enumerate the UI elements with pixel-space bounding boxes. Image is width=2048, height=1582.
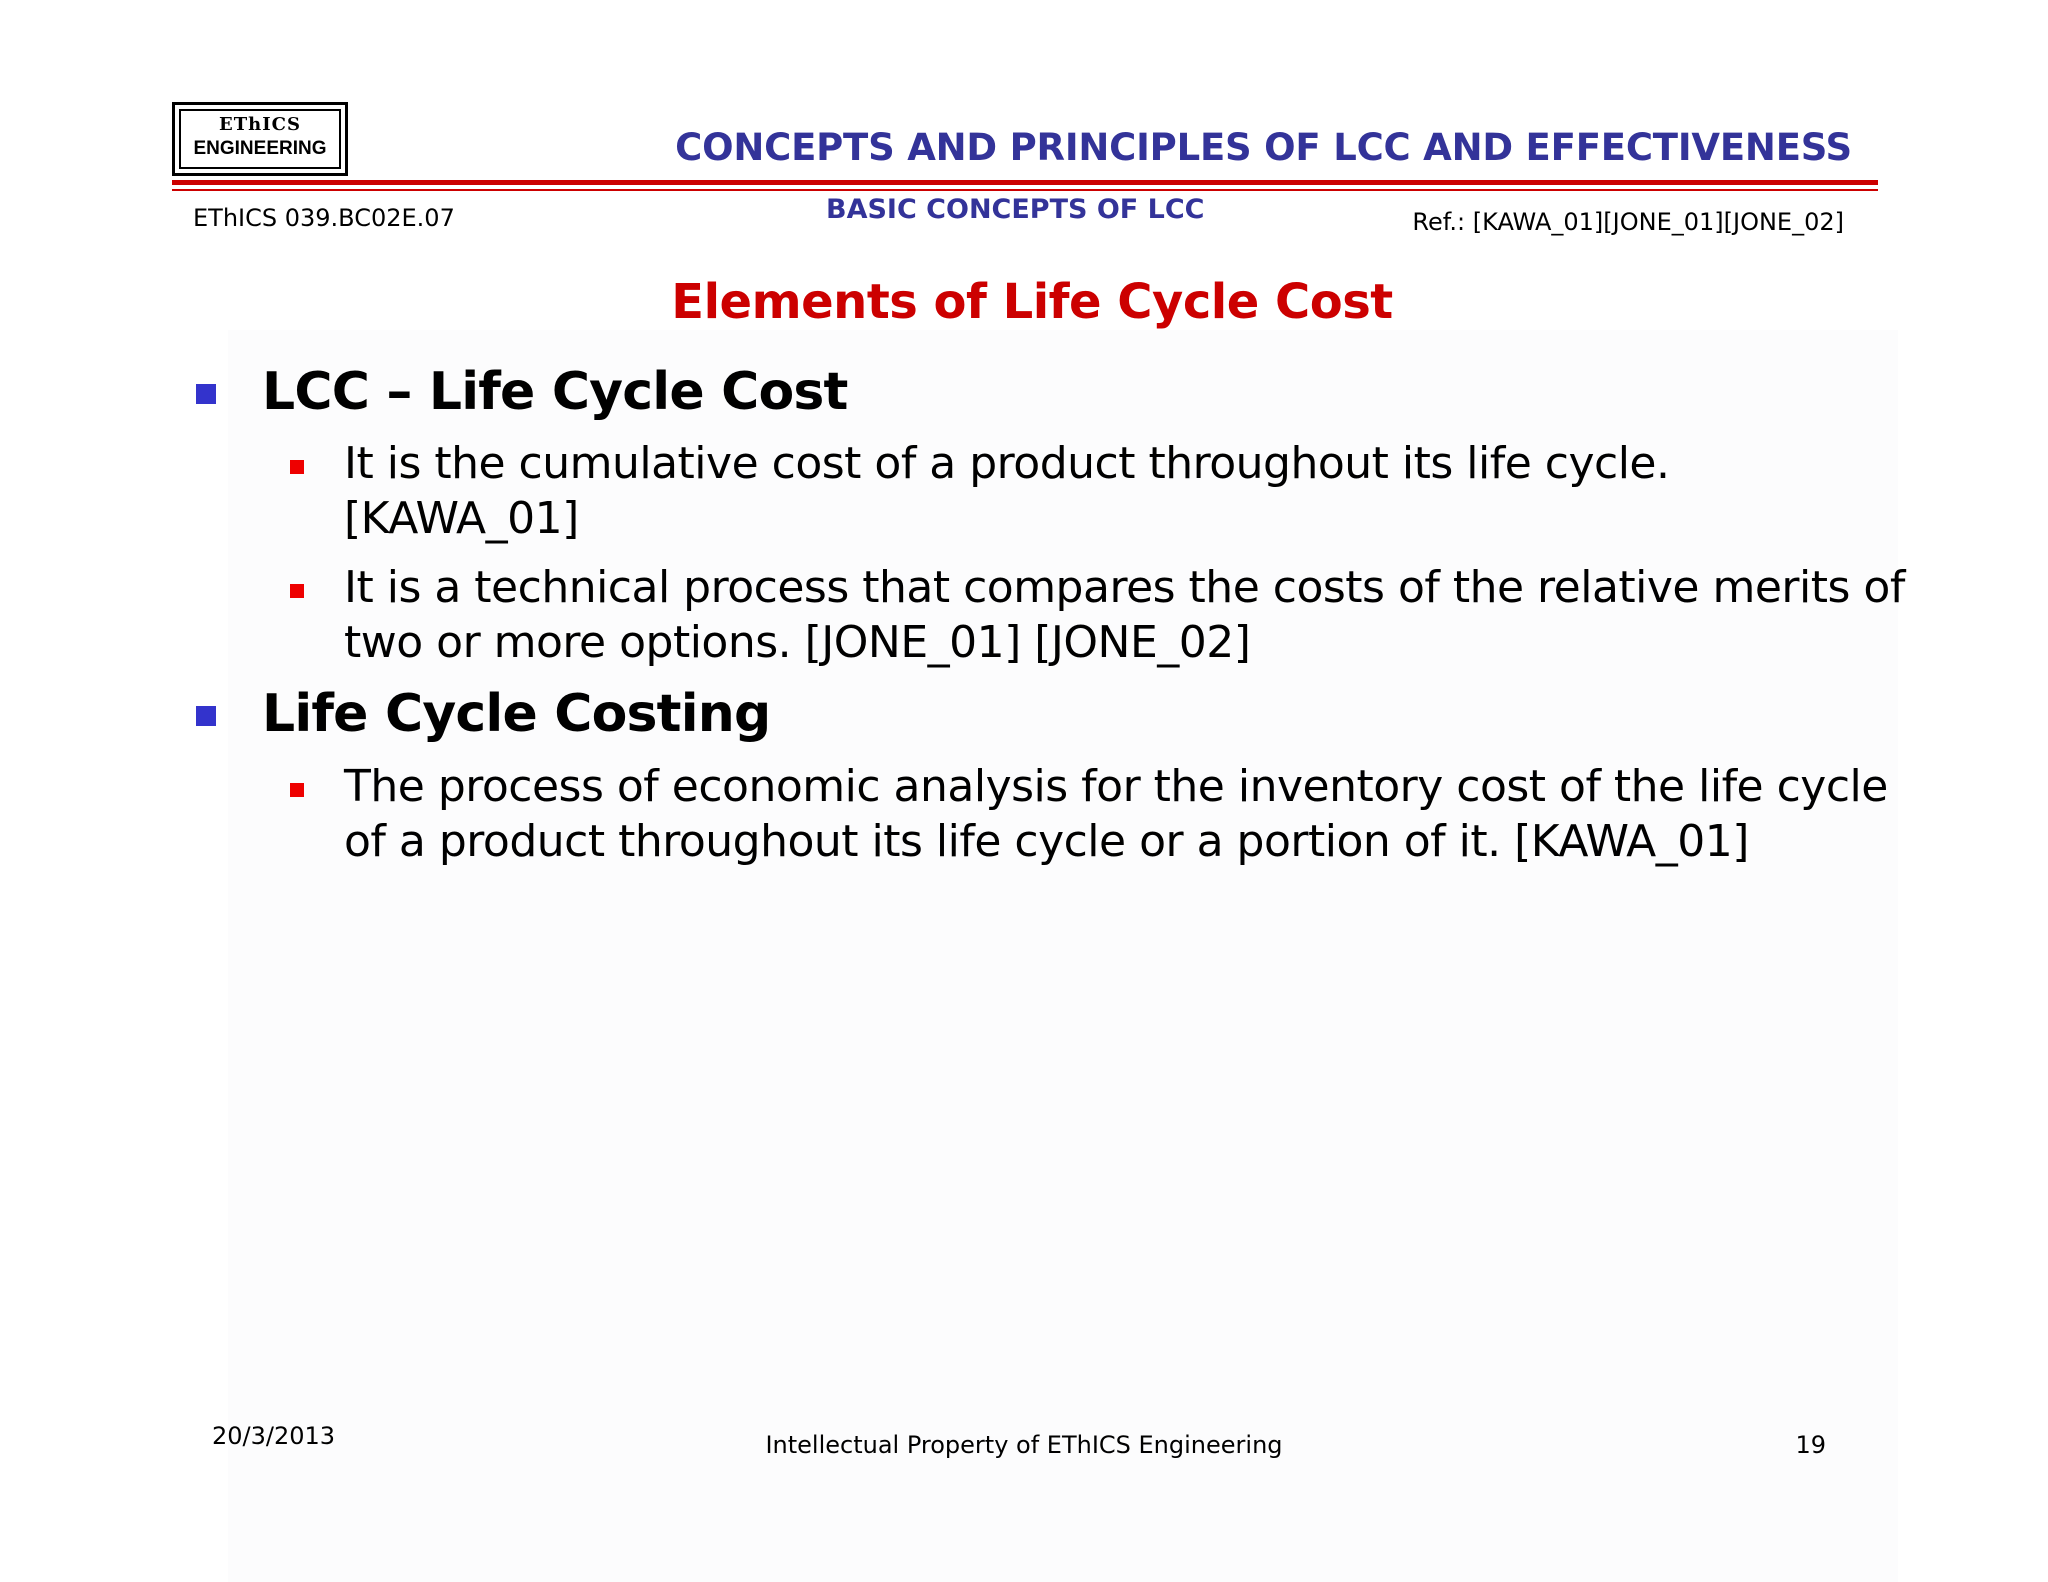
document-id: EThICS 039.BC02E.07 [193, 204, 455, 232]
footer-date: 20/3/2013 [212, 1422, 336, 1450]
bullet-life-cycle-costing: Life Cycle Costing [262, 684, 771, 744]
ethics-engineering-logo [172, 102, 348, 176]
footer-copyright: Intellectual Property of EThICS Engineering [765, 1431, 1283, 1459]
subbullet-economic-analysis-line1: The process of economic analysis for the inventory cost of the life cycle [344, 761, 1888, 812]
header-rule-thick [172, 180, 1878, 185]
square-bullet-icon [196, 706, 216, 726]
page-number: 19 [1795, 1431, 1826, 1459]
logo-line1: EThICS [219, 114, 301, 135]
references: Ref.: [KAWA_01][JONE_01][JONE_02] [1412, 208, 1844, 236]
subbullet-cumulative-cost-line1: It is the cumulative cost of a product throughout its life cycle. [344, 438, 1670, 489]
subbullet-technical-process-line1: It is a technical process that compares the costs of the relative merits of [344, 562, 1905, 613]
logo-line2: ENGINEERING [193, 138, 327, 159]
square-bullet-icon [290, 783, 304, 797]
subbullet-economic-analysis-line2: of a product throughout its life cycle or a portion of it. [KAWA_01] [344, 816, 1749, 867]
square-bullet-icon [196, 384, 216, 404]
presentation-title: CONCEPTS AND PRINCIPLES OF LCC AND EFFECTIVENESS [675, 126, 1852, 169]
section-subtitle: BASIC CONCEPTS OF LCC [826, 194, 1205, 225]
subbullet-technical-process-line2: two or more options. [JONE_01] [JONE_02] [344, 617, 1251, 668]
square-bullet-icon [290, 584, 304, 598]
square-bullet-icon [290, 460, 304, 474]
logo-frame [179, 109, 341, 169]
slide-heading: Elements of Life Cycle Cost [671, 274, 1393, 330]
header-rule-thin [172, 189, 1878, 191]
subbullet-cumulative-cost-line2: [KAWA_01] [344, 493, 579, 544]
bullet-lcc-life-cycle-cost: LCC – Life Cycle Cost [262, 362, 848, 422]
